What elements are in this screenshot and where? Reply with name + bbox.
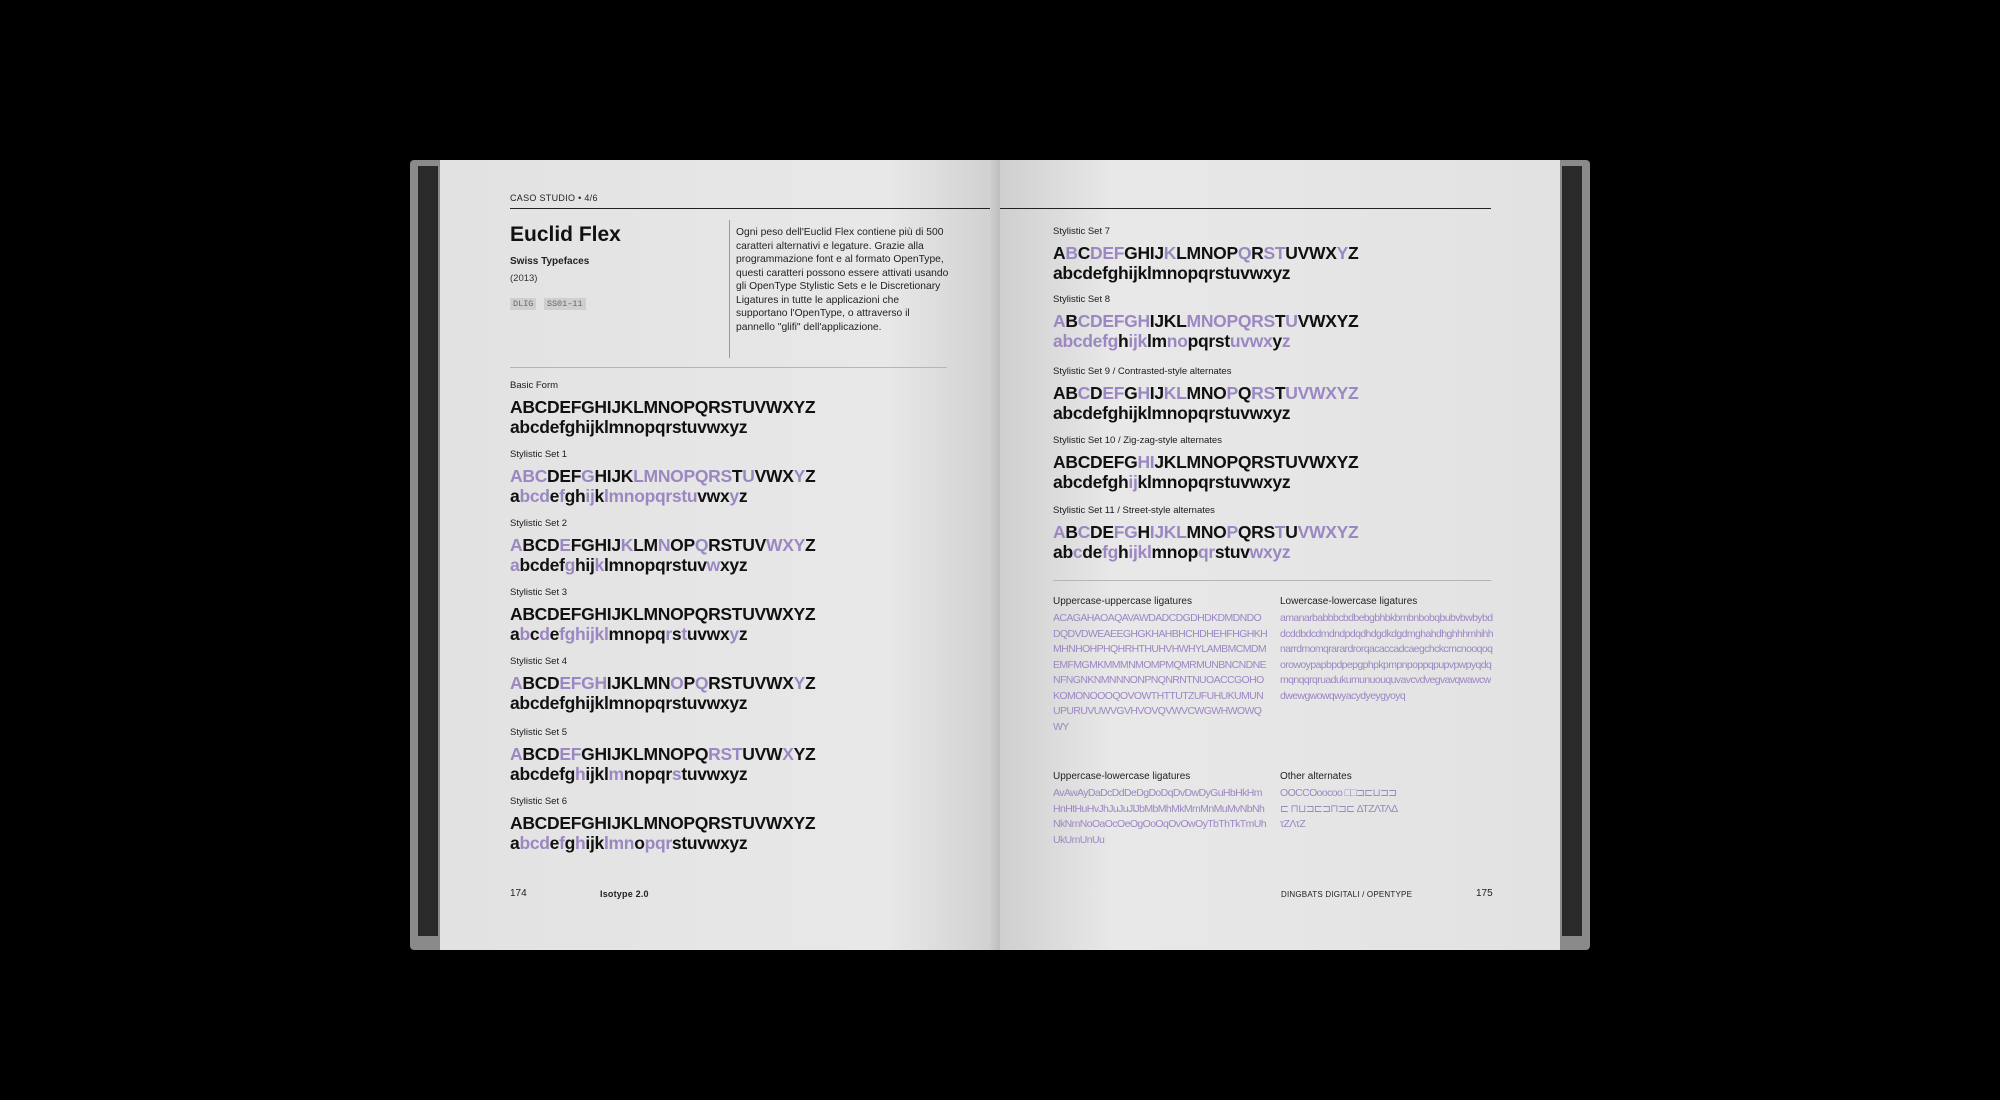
footer-section: DINGBATS DIGITALI / OPENTYPE	[1281, 890, 1413, 899]
ligatures-rule	[1053, 580, 1491, 581]
set-stylistic-4	[510, 656, 815, 713]
set-lowercase: abcdefghijklmnopqrstuvwxyz	[510, 417, 748, 437]
set-lowercase: abcdefghijklmnopqrstuvwxyz	[510, 764, 748, 784]
set-label: Stylistic Set 6	[510, 796, 568, 807]
set-uppercase: ABCDEFGHIJKLMNOPQRSTUVWXYZ	[510, 466, 816, 486]
set-lowercase: abcdefghijklmnopqrstuvwxyz	[510, 624, 748, 644]
feature-tags	[510, 293, 589, 311]
set-stylistic-2	[510, 518, 815, 575]
set-label: Stylistic Set 5	[510, 727, 568, 738]
set-label: Stylistic Set 10 / Zig-zag-style alternates	[1053, 435, 1222, 446]
ligature-glyphs: OOCCOoocoo □□⊐⊏⊔⊐⊐⊏ ⊓⊔⊐⊏⊐⊓⊐⊏ ΔΤΖΛΤΛΔτΖΛτΖ	[1280, 787, 1398, 830]
set-lowercase: abcdefghijklmnopqrstuvwxyz	[1053, 403, 1291, 423]
set-stylistic-3	[510, 587, 815, 644]
set-stylistic-11	[1053, 505, 1358, 562]
set-lowercase: abcdefghijklmnopqrstuvwxyz	[1053, 472, 1291, 492]
tag-dlig: DLIG	[510, 298, 536, 310]
page-number-left: 174	[510, 888, 527, 899]
typeface-title: Euclid Flex	[510, 223, 621, 246]
set-uppercase: ABCDEFGHIJKLMNOPQRSTUVWXYZ	[510, 535, 816, 555]
set-lowercase: abcdefghijklmnopqrstuvwxyz	[510, 555, 748, 575]
set-stylistic-10	[1053, 435, 1358, 492]
set-lowercase: abcdefghijklmnopqrstuvwxyz	[1053, 542, 1291, 562]
header-rule	[1000, 208, 1491, 209]
set-stylistic-9	[1053, 366, 1358, 423]
set-stylistic-8	[1053, 294, 1358, 351]
set-label: Stylistic Set 4	[510, 656, 568, 667]
ligature-glyphs: amanarbabbbcbdbebgbhbkbmbnbobqbubvbwbybddcddbdcdmdndpdqdhdgdkdgdmghahdhghhhmhihhnarrdmomqrarardrorqacaccadcaegchckcmcnooqoqorowoypapbpdpepgphpkpmpnpoppqpupvpwpyqdqmqnqqrqruadukumunuouquvavcvdvegvavqwawcwdwewgwowqwyacydyeygyoyq	[1280, 612, 1494, 702]
intro-rule	[510, 367, 947, 368]
set-label: Stylistic Set 11 / Street-style alternates	[1053, 505, 1215, 516]
set-uppercase: ABCDEFGHIJKLMNOPQRSTUVWXYZ	[510, 604, 816, 624]
set-lowercase: abcdefghijklmnopqrstuvwxyz	[510, 486, 748, 506]
book-edge-left	[418, 166, 438, 936]
ligatures-lowercase-lowercase	[1280, 596, 1495, 704]
column-divider	[729, 220, 730, 358]
foundry-name: Swiss Typefaces	[510, 256, 590, 267]
set-lowercase: abcdefghijklmnopqrstuvwxyz	[1053, 263, 1291, 283]
set-label: Stylistic Set 2	[510, 518, 568, 529]
ligature-glyphs: ACAGAHAOAQAVAWDADCDGDHDKDMDNDODQDVDWEAEEGHGKHAHBHCHDHEHFHGHKHMHNHOHPHQHRHTHUHVHWHYLAMBMCMDMEMFMGMKMMMNMOMPMQMRMUNBNCNDNENFNGNKNMNNNONPNQNRNTNUOACCGOHOKOMONOOOQOVOWTHTTUTZUFUHUKUMUNUPURUVUWVGVHVOVQVWVCWGWHWOWQWY	[1053, 612, 1268, 733]
release-year: (2013)	[510, 273, 538, 284]
ligatures-uppercase-uppercase	[1053, 596, 1268, 735]
set-stylistic-7	[1053, 226, 1358, 283]
footer-brand: Isotype 2.0	[600, 889, 649, 899]
set-label: Stylistic Set 7	[1053, 226, 1111, 237]
set-uppercase: ABCDEFGHIJKLMNOPQRSTUVWXYZ	[1053, 383, 1359, 403]
ligature-title: Other alternates	[1280, 771, 1352, 782]
set-lowercase: abcdefghijklmnopqrstuvwxyz	[510, 693, 748, 713]
typeface-description: Ogni peso dell'Euclid Flex contiene più di 500 caratteri alternativi e legature. Grazie alla programmazione font e al formato OpenType, questi caratteri possono essere attivati usando gli OpenType Stylistic Sets e le Discretionary Ligatures in tutte le applicazioni che supportano l'OpenType, o attraverso il pannello "glifi" dell'applicazione.	[736, 227, 949, 333]
ligatures-uppercase-lowercase	[1053, 771, 1268, 848]
set-label: Stylistic Set 1	[510, 449, 568, 460]
set-uppercase: ABCDEFGHIJKLMNOPQRSTUVWXYZ	[1053, 243, 1359, 263]
set-uppercase: ABCDEFGHIJKLMNOPQRSTUVWXYZ	[510, 813, 816, 833]
set-stylistic-6	[510, 796, 815, 853]
set-label: Stylistic Set 8	[1053, 294, 1111, 305]
set-label: Stylistic Set 9 / Contrasted-style alternates	[1053, 366, 1232, 377]
other-alternates	[1280, 771, 1400, 833]
page-number-right: 175	[1476, 888, 1493, 899]
set-uppercase: ABCDEFGHIJKLMNOPQRSTUVWXYZ	[1053, 522, 1359, 542]
header-rule	[510, 208, 1000, 209]
set-label: Stylistic Set 3	[510, 587, 568, 598]
ligature-title: Uppercase-lowercase ligatures	[1053, 771, 1191, 782]
left-page	[440, 160, 1000, 950]
set-stylistic-1	[510, 449, 815, 506]
book-edge-right	[1562, 166, 1582, 936]
ligature-title: Uppercase-uppercase ligatures	[1053, 596, 1192, 607]
set-lowercase: abcdefghijklmnopqrstuvwxyz	[1053, 331, 1291, 351]
set-stylistic-5	[510, 727, 815, 784]
running-head: CASO STUDIO • 4/6	[510, 193, 598, 203]
set-uppercase: ABCDEFGHIJKLMNOPQRSTUVWXYZ	[1053, 311, 1359, 331]
set-uppercase: ABCDEFGHIJKLMNOPQRSTUVWXYZ	[510, 397, 816, 417]
set-uppercase: ABCDEFGHIJKLMNOPQRSTUVWXYZ	[510, 744, 816, 764]
ligature-title: Lowercase-lowercase ligatures	[1280, 596, 1418, 607]
set-lowercase: abcdefghijklmnopqrstuvwxyz	[510, 833, 748, 853]
set-uppercase: ABCDEFGHIJKLMNOPQRSTUVWXYZ	[510, 673, 816, 693]
set-uppercase: ABCDEFGHIJKLMNOPQRSTUVWXYZ	[1053, 452, 1359, 472]
ligature-glyphs: AvAwAyDaDcDdDeDgDoDqDvDwDyGuHbHkHmHnHtHuHvJhJuJuJlJbMbMhMkMmMnMuMvNbNhNkNmNoOaOcOeOgOoOqOvOwOyTbThTkTmUhUkUmUnUu	[1053, 787, 1266, 846]
right-page	[1000, 160, 1560, 950]
tag-stylistic-sets: SS01–11	[544, 298, 586, 310]
set-basic-form	[510, 380, 815, 437]
set-label: Basic Form	[510, 380, 559, 391]
